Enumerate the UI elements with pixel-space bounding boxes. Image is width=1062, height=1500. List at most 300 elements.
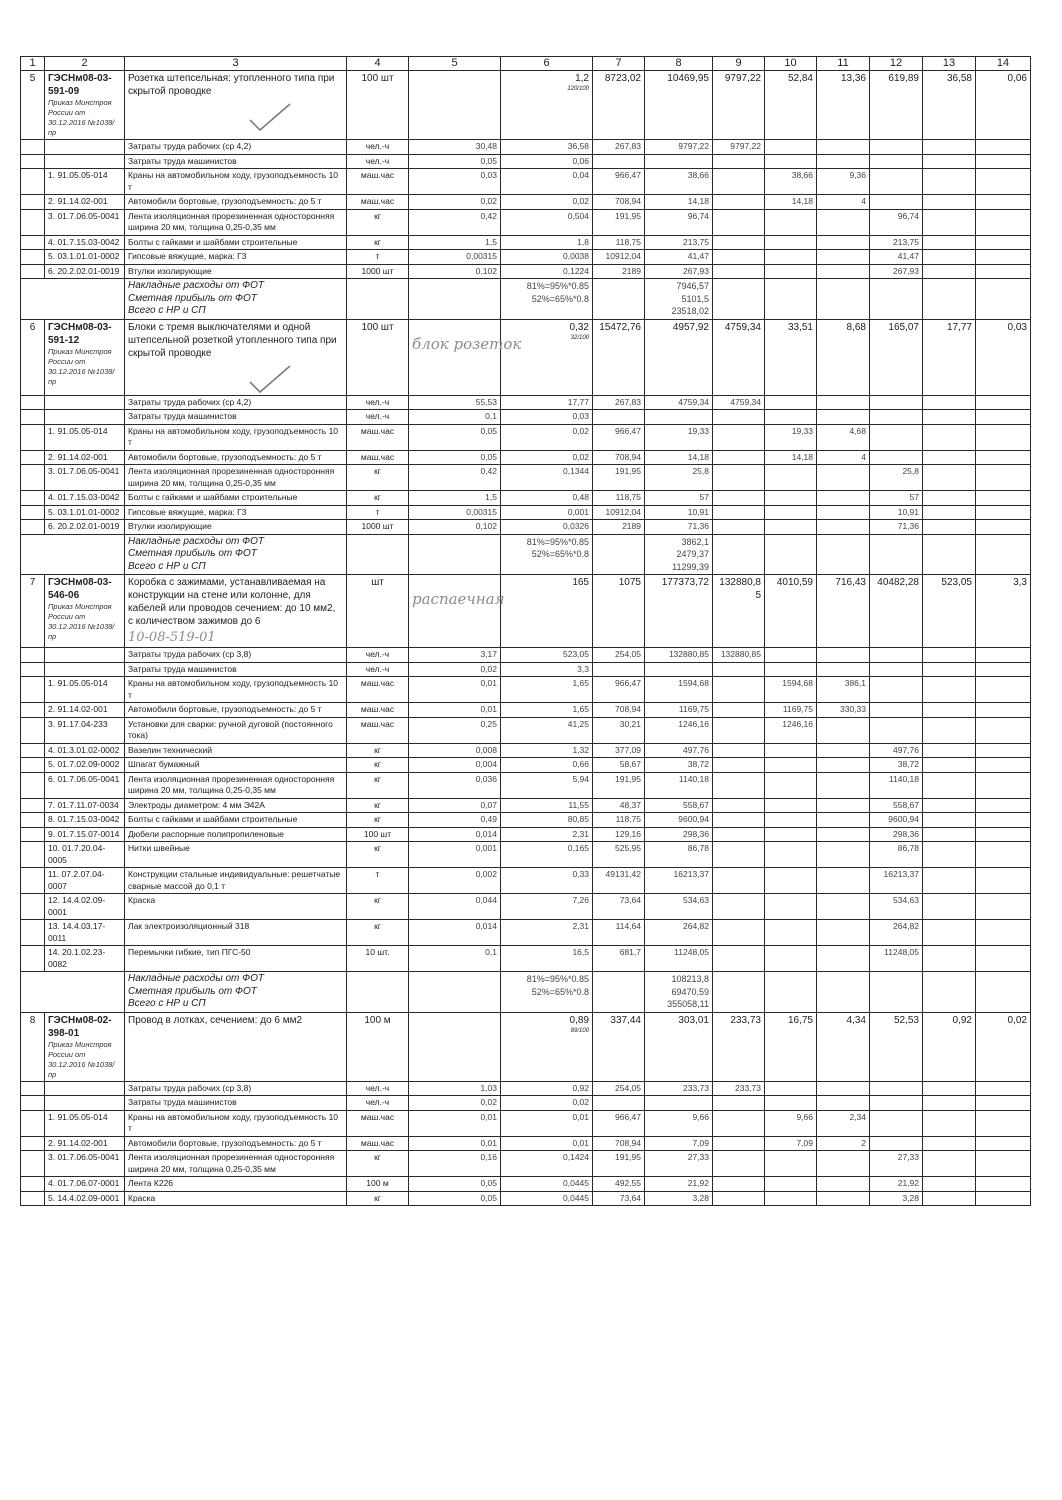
resource-c12: 558,67 [870, 798, 923, 813]
resource-c8 [645, 410, 713, 425]
resource-code: 10. 01.7.20.04-0005 [45, 842, 125, 868]
resource-c9 [713, 235, 765, 250]
item-name: Розетка штепсельная: утопленного типа при скрытой проводке [128, 73, 335, 97]
item-reference: Приказ Минстроя России от 30.12.2016 №1038/пр [48, 98, 115, 137]
resource-c8: 25,8 [645, 465, 713, 491]
resource-c13 [923, 758, 976, 773]
resource-c11 [817, 209, 870, 235]
item-c7: 337,44 [593, 1012, 645, 1081]
resource-code: 5. 14.4.02.09-0001 [45, 1191, 125, 1206]
resource-c12 [870, 677, 923, 703]
item-reference: Приказ Минстроя России от 30.12.2016 №1038/пр [48, 602, 115, 641]
overhead-c12 [870, 279, 923, 320]
item-row [21, 71, 1031, 140]
resource-c8: 298,36 [645, 827, 713, 842]
resource-row [21, 662, 1031, 677]
resource-c7 [593, 662, 645, 677]
overhead-labels [125, 279, 347, 320]
item-c8: 10469,95 [645, 71, 713, 140]
resource-name: Краны на автомобильном ходу, грузоподъемность 10 т [125, 677, 347, 703]
resource-c11 [817, 1191, 870, 1206]
resource-c8: 267,93 [645, 264, 713, 279]
overhead-values [645, 972, 713, 1013]
item-c11: 8,68 [817, 319, 870, 395]
item-c14: 0,03 [976, 319, 1031, 395]
resource-c5: 0,42 [409, 465, 501, 491]
resource-c14 [976, 1151, 1031, 1177]
resource-unit: кг [347, 465, 409, 491]
resource-c5: 0,036 [409, 772, 501, 798]
resource-c10 [765, 743, 817, 758]
resource-c8: 21,92 [645, 1177, 713, 1192]
resource-name: Лак электроизоляционный 318 [125, 920, 347, 946]
item-c8: 177373,72 [645, 575, 713, 648]
resource-code [45, 662, 125, 677]
resource-name: Затраты труда рабочих (ср 3,8) [125, 648, 347, 663]
resource-code: 4. 01.7.06.07-0001 [45, 1177, 125, 1192]
resource-c11 [817, 946, 870, 972]
resource-c8: 9,66 [645, 1110, 713, 1136]
item-quantity-note: 120/100 [567, 86, 589, 92]
resource-c11 [817, 648, 870, 663]
resource-c7: 708,94 [593, 450, 645, 465]
resource-c8: 1246,16 [645, 717, 713, 743]
handwritten-note-block: блок розеток [412, 334, 522, 353]
resource-c9 [713, 505, 765, 520]
resource-unit: чел.-ч [347, 1081, 409, 1096]
resource-c11 [817, 827, 870, 842]
overhead-c13 [923, 534, 976, 575]
resource-c7: 966,47 [593, 424, 645, 450]
resource-c9 [713, 758, 765, 773]
resource-c6: 36,58 [501, 140, 593, 155]
resource-c14 [976, 743, 1031, 758]
overhead-value: 7946,57 [676, 281, 709, 291]
resource-c11: 4 [817, 450, 870, 465]
resource-unit: чел.-ч [347, 662, 409, 677]
resource-c9: 4759,34 [713, 395, 765, 410]
resource-index [21, 505, 45, 520]
resource-index [21, 662, 45, 677]
resource-c7: 129,16 [593, 827, 645, 842]
column-header-5: 5 [409, 57, 501, 71]
resource-unit: чел.-ч [347, 648, 409, 663]
item-c14: 0,06 [976, 71, 1031, 140]
resource-c5: 0,102 [409, 264, 501, 279]
item-c14: 3,3 [976, 575, 1031, 648]
resource-c8: 19,33 [645, 424, 713, 450]
resource-c5: 0,05 [409, 450, 501, 465]
resource-row [21, 813, 1031, 828]
resource-c8: 38,66 [645, 169, 713, 195]
overhead-c5 [409, 279, 501, 320]
overhead-c10 [765, 279, 817, 320]
overhead-label: Всего с НР и СП [128, 998, 206, 1009]
resource-c11: 2,34 [817, 1110, 870, 1136]
resource-unit: кг [347, 209, 409, 235]
item-code-cell [45, 575, 125, 648]
resource-c7: 254,05 [593, 648, 645, 663]
item-c13: 523,05 [923, 575, 976, 648]
resource-c6: 41,25 [501, 717, 593, 743]
resource-c14 [976, 395, 1031, 410]
item-quantity-note: 89/100 [570, 1027, 589, 1034]
resource-c13 [923, 140, 976, 155]
resource-c12: 1140,18 [870, 772, 923, 798]
resource-name: Затраты труда машинистов [125, 410, 347, 425]
resource-c9 [713, 920, 765, 946]
resource-row [21, 491, 1031, 506]
resource-name: Затраты труда машинистов [125, 154, 347, 169]
resource-c11 [817, 505, 870, 520]
resource-c6: 0,1344 [501, 465, 593, 491]
resource-c12 [870, 424, 923, 450]
resource-code: 3. 01.7.06.05-0041 [45, 465, 125, 491]
item-c11: 716,43 [817, 575, 870, 648]
resource-c7 [593, 154, 645, 169]
resource-name: Болты с гайками и шайбами строительные [125, 491, 347, 506]
resource-c9 [713, 868, 765, 894]
resource-c5: 0,07 [409, 798, 501, 813]
resource-c12: 534,63 [870, 894, 923, 920]
resource-c11 [817, 491, 870, 506]
resource-index [21, 154, 45, 169]
resource-c6: 2,31 [501, 920, 593, 946]
checkmark-icon [248, 102, 292, 132]
handwritten-note-word: распаечная [412, 590, 505, 608]
resource-c5: 0,00315 [409, 250, 501, 265]
resource-c9 [713, 195, 765, 210]
resource-c11 [817, 920, 870, 946]
resource-c13 [923, 772, 976, 798]
item-c9: 9797,22 [713, 71, 765, 140]
resource-c9 [713, 264, 765, 279]
resource-c11 [817, 842, 870, 868]
resource-c11 [817, 250, 870, 265]
resource-unit: 10 шт. [347, 946, 409, 972]
resource-c13 [923, 703, 976, 718]
resource-code: 13. 14.4.03.17-0011 [45, 920, 125, 946]
resource-name: Болты с гайками и шайбами строительные [125, 813, 347, 828]
resource-index [21, 813, 45, 828]
resource-c12: 96,74 [870, 209, 923, 235]
resource-c5: 30,48 [409, 140, 501, 155]
resource-c6: 16,5 [501, 946, 593, 972]
resource-c14 [976, 154, 1031, 169]
resource-c5: 0,03 [409, 169, 501, 195]
item-code-cell [45, 319, 125, 395]
resource-c14 [976, 424, 1031, 450]
resource-c6: 0,03 [501, 410, 593, 425]
resource-unit: т [347, 868, 409, 894]
resource-c5: 0,01 [409, 1110, 501, 1136]
resource-c12 [870, 154, 923, 169]
resource-code: 9. 01.7.15.07-0014 [45, 827, 125, 842]
resource-c5: 0,044 [409, 894, 501, 920]
item-row [21, 575, 1031, 648]
resource-c7: 966,47 [593, 169, 645, 195]
resource-c7: 191,95 [593, 465, 645, 491]
overhead-c5 [409, 972, 501, 1013]
resource-c6: 7,26 [501, 894, 593, 920]
resource-row [21, 520, 1031, 535]
resource-row [21, 743, 1031, 758]
resource-unit: маш.час [347, 717, 409, 743]
resource-c9 [713, 894, 765, 920]
resource-row [21, 465, 1031, 491]
resource-c8: 71,36 [645, 520, 713, 535]
resource-c8: 558,67 [645, 798, 713, 813]
resource-c11 [817, 772, 870, 798]
resource-c13 [923, 154, 976, 169]
column-header-8: 8 [645, 57, 713, 71]
overhead-coefficient: 81%=95%*0.85 [526, 536, 589, 547]
item-code: ГЭСНм08-03-546-06 [48, 577, 112, 601]
resource-unit: маш.час [347, 450, 409, 465]
item-quantity-cell [501, 1012, 593, 1081]
item-row [21, 319, 1031, 395]
resource-c11 [817, 520, 870, 535]
resource-c11 [817, 1096, 870, 1111]
resource-row [21, 1096, 1031, 1111]
resource-code: 1. 91.05.05-014 [45, 169, 125, 195]
resource-c14 [976, 662, 1031, 677]
resource-index [21, 743, 45, 758]
resource-code: 3. 01.7.06.05-0041 [45, 209, 125, 235]
resource-c14 [976, 868, 1031, 894]
resource-c6: 0,01 [501, 1110, 593, 1136]
resource-c10: 14,18 [765, 450, 817, 465]
item-c13: 0,92 [923, 1012, 976, 1081]
item-name-cell [125, 575, 347, 648]
resource-c9 [713, 662, 765, 677]
resource-c11 [817, 894, 870, 920]
resource-c13 [923, 1136, 976, 1151]
overhead-c11 [817, 279, 870, 320]
resource-c6: 5,94 [501, 772, 593, 798]
resource-c6: 0,04 [501, 169, 593, 195]
resource-c6: 11,55 [501, 798, 593, 813]
resource-c6: 0,1224 [501, 264, 593, 279]
resource-index [21, 1191, 45, 1206]
resource-c13 [923, 1177, 976, 1192]
overhead-label: Накладные расходы от ФОТ [128, 280, 264, 291]
resource-c14 [976, 520, 1031, 535]
resource-c5: 0,00315 [409, 505, 501, 520]
resource-c8: 7,09 [645, 1136, 713, 1151]
resource-c6: 0,504 [501, 209, 593, 235]
resource-code: 6. 20.2.02.01-0019 [45, 264, 125, 279]
resource-c12: 3,28 [870, 1191, 923, 1206]
overhead-blank [21, 279, 125, 320]
resource-c9 [713, 703, 765, 718]
resource-c10 [765, 154, 817, 169]
item-c5-cell [409, 575, 505, 648]
resource-c10 [765, 662, 817, 677]
resource-c10 [765, 827, 817, 842]
resource-c6: 1,65 [501, 703, 593, 718]
resource-c9: 9797,22 [713, 140, 765, 155]
resource-c13 [923, 465, 976, 491]
resource-c8: 1169,75 [645, 703, 713, 718]
item-c8: 303,01 [645, 1012, 713, 1081]
resource-unit: кг [347, 842, 409, 868]
resource-c8: 534,63 [645, 894, 713, 920]
column-header-4: 4 [347, 57, 409, 71]
resource-c9 [713, 798, 765, 813]
resource-code: 2. 91.14.02-001 [45, 703, 125, 718]
resource-name: Автомобили бортовые, грузоподъемность: до 5 т [125, 195, 347, 210]
resource-unit: т [347, 250, 409, 265]
resource-code: 11. 07.2.07.04-0007 [45, 868, 125, 894]
resource-c14 [976, 505, 1031, 520]
item-c10: 33,51 [765, 319, 817, 395]
resource-c12 [870, 648, 923, 663]
resource-c7: 58,67 [593, 758, 645, 773]
resource-c12: 25,8 [870, 465, 923, 491]
resource-c9 [713, 1110, 765, 1136]
resource-c14 [976, 209, 1031, 235]
resource-name: Затраты труда рабочих (ср 4,2) [125, 395, 347, 410]
resource-unit: маш.час [347, 195, 409, 210]
resource-c11: 4 [817, 195, 870, 210]
resource-c8: 9797,22 [645, 140, 713, 155]
resource-c13 [923, 662, 976, 677]
item-reference: Приказ Минстроя России от 30.12.2016 №1038/пр [48, 1039, 115, 1079]
resource-c7: 525,95 [593, 842, 645, 868]
item-name-cell [125, 319, 347, 395]
resource-c9 [713, 813, 765, 828]
resource-c8: 10,91 [645, 505, 713, 520]
resource-c14 [976, 264, 1031, 279]
resource-c13 [923, 491, 976, 506]
resource-c9 [713, 1151, 765, 1177]
resource-code: 1. 91.05.05-014 [45, 424, 125, 450]
resource-c11: 386,1 [817, 677, 870, 703]
resource-c7: 10912,04 [593, 505, 645, 520]
column-header-row [21, 57, 1031, 71]
resource-index [21, 491, 45, 506]
item-quantity: 165 [572, 577, 589, 588]
resource-c7 [593, 1096, 645, 1111]
resource-c10 [765, 410, 817, 425]
resource-c12 [870, 717, 923, 743]
resource-index [21, 894, 45, 920]
resource-c12: 9600,94 [870, 813, 923, 828]
resource-unit: 100 м [347, 1177, 409, 1192]
resource-c10 [765, 140, 817, 155]
resource-index [21, 140, 45, 155]
resource-index [21, 758, 45, 773]
resource-c11 [817, 465, 870, 491]
resource-c11 [817, 717, 870, 743]
resource-c12 [870, 662, 923, 677]
item-quantity: 0,32 [569, 321, 589, 333]
column-header-11: 11 [817, 57, 870, 71]
overhead-c9 [713, 279, 765, 320]
resource-c12 [870, 195, 923, 210]
resource-c10: 14,18 [765, 195, 817, 210]
resource-row [21, 894, 1031, 920]
resource-c11: 4,68 [817, 424, 870, 450]
resource-c9 [713, 1177, 765, 1192]
resource-c13 [923, 195, 976, 210]
resource-c12: 27,33 [870, 1151, 923, 1177]
resource-name: Гипсовые вяжущие, марка: Г3 [125, 505, 347, 520]
resource-index [21, 946, 45, 972]
resource-c13 [923, 235, 976, 250]
resource-unit: чел.-ч [347, 140, 409, 155]
resource-c6: 0,02 [501, 424, 593, 450]
resource-c5: 0,05 [409, 424, 501, 450]
resource-c7: 118,75 [593, 491, 645, 506]
resource-c13 [923, 250, 976, 265]
overhead-coefficient: 52%=65%*0.8 [531, 986, 589, 997]
resource-index [21, 195, 45, 210]
overhead-value: 2479,37 [676, 549, 709, 559]
resource-unit: маш.час [347, 424, 409, 450]
resource-index [21, 868, 45, 894]
overhead-labels [125, 534, 347, 575]
resource-unit: маш.час [347, 1136, 409, 1151]
resource-c5: 0,01 [409, 703, 501, 718]
estimate-sheet [20, 56, 1030, 1206]
overhead-label: Сметная прибыль от ФОТ [128, 985, 257, 997]
resource-c13 [923, 1096, 976, 1111]
resource-c5: 0,014 [409, 920, 501, 946]
resource-name: Нитки швейные [125, 842, 347, 868]
resource-c9 [713, 410, 765, 425]
resource-c10: 7,09 [765, 1136, 817, 1151]
resource-c6: 0,0445 [501, 1191, 593, 1206]
resource-c13 [923, 1151, 976, 1177]
resource-c6: 0,0038 [501, 250, 593, 265]
resource-code [45, 154, 125, 169]
resource-c10 [765, 946, 817, 972]
item-c11: 4,34 [817, 1012, 870, 1081]
resource-c14 [976, 717, 1031, 743]
resource-c5: 0,002 [409, 868, 501, 894]
resource-c14 [976, 465, 1031, 491]
resource-c7 [593, 410, 645, 425]
resource-row [21, 827, 1031, 842]
resource-row [21, 395, 1031, 410]
overhead-c5 [409, 534, 501, 575]
resource-c6: 0,02 [501, 450, 593, 465]
resource-c5: 1,5 [409, 491, 501, 506]
resource-name: Затраты труда машинистов [125, 662, 347, 677]
resource-row [21, 450, 1031, 465]
resource-c8: 1594,68 [645, 677, 713, 703]
resource-code: 1. 91.05.05-014 [45, 677, 125, 703]
resource-c11 [817, 395, 870, 410]
resource-c9 [713, 1191, 765, 1206]
resource-c10 [765, 235, 817, 250]
resource-c7: 492,55 [593, 1177, 645, 1192]
resource-index [21, 1177, 45, 1192]
resource-unit: маш.час [347, 1110, 409, 1136]
item-unit: 100 шт [347, 319, 409, 395]
resource-name: Лента изоляционная прорезиненная односторонняя ширина 20 мм, толщина 0,25-0,35 мм [125, 209, 347, 235]
resource-c10 [765, 1191, 817, 1206]
resource-c5: 0,004 [409, 758, 501, 773]
resource-c14 [976, 1191, 1031, 1206]
resource-c9: 233,73 [713, 1081, 765, 1096]
item-name: Провод в лотках, сечением: до 6 мм2 [128, 1014, 303, 1026]
column-header-2: 2 [45, 57, 125, 71]
resource-row [21, 677, 1031, 703]
resource-c12: 71,36 [870, 520, 923, 535]
